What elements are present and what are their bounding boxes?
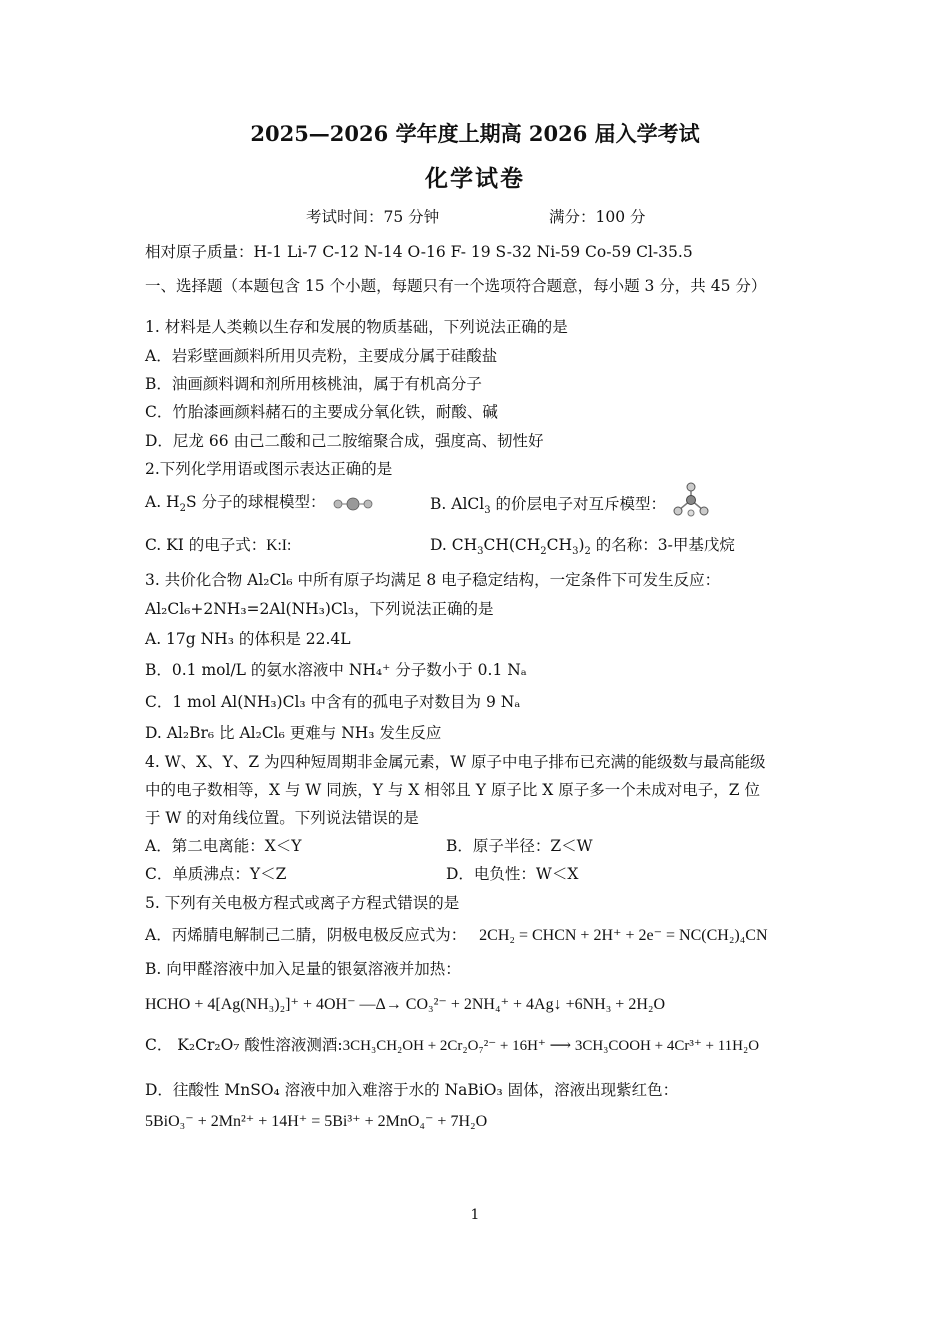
q1-option-a: A．岩彩壁画颜料所用贝壳粉，主要成分属于硅酸盐 [145, 347, 498, 365]
q5-option-c: C． K₂Cr₂O₇ 酸性溶液测酒:3CH₃CH₂OH + 2Cr₂O₇²⁻ + 16H⁺ ⟶ 3CH₃COOH + 4Cr³⁺ + 11H₂O [145, 1036, 760, 1054]
q4-stem-line2: 中的电子数相等，X 与 W 同族，Y 与 X 相邻且 Y 原子比 X 原子多一个未成对电子，Z 位 [145, 781, 760, 799]
page-number: 1 [470, 1207, 480, 1223]
q3-option-d: D. Al₂Br₆ 比 Al₂Cl₆ 更难与 NH₃ 发生反应 [145, 724, 442, 742]
exam-score: 满分：100 分 [549, 208, 646, 226]
h2s-ball-stick-model-icon [330, 495, 378, 511]
q4-stem-line1: 4. W、X、Y、Z 为四种短周期非金属元素，W 原子中电子排布已充满的能级数与最高能级 [145, 753, 766, 771]
q3-stem-line2: Al₂Cl₆+2NH₃=2Al(NH₃)Cl₃，下列说法正确的是 [145, 600, 494, 618]
q1-option-b: B．油画颜料调和剂所用核桃油，属于有机高分子 [145, 375, 482, 393]
q3-option-a: A. 17g NH₃ 的体积是 22.4L [145, 630, 351, 648]
q2-option-c: C. KI 的电子式：K:I: [145, 536, 292, 554]
exam-subtitle: 化学试卷 [425, 165, 525, 192]
alcl3-vsepr-model-icon [671, 482, 711, 518]
q4-option-c: C．单质沸点：Y＜Z [145, 865, 287, 883]
q2-option-d: D. $CH_3CH(CH_2CH_3)_2$ 的名称：3-甲基戊烷 [430, 536, 735, 558]
q5-d-equation: 5BiO₃⁻ + 2Mn²⁺ + 14H⁺ = 5Bi³⁺ + 2MnO₄⁻ + 7H₂O [145, 1113, 488, 1130]
q5-stem: 5. 下列有关电极方程式或离子方程式错误的是 [145, 894, 460, 912]
exam-title: 2025—2026 学年度上期高 2026 届入学考试 [250, 121, 700, 146]
section-heading: 一、选择题（本题包含 15 个小题，每题只有一个选项符合题意，每小题 3 分，共 45 分） [145, 277, 767, 295]
q4-option-d: D．电负性：W＜X [446, 865, 579, 883]
q4-option-b: B．原子半径：Z＜W [446, 837, 593, 855]
atomic-masses: 相对原子质量：H-1 Li-7 C-12 N-14 O-16 F- 19 S-32 Ni-59 Co-59 Cl-35.5 [145, 243, 693, 261]
q5-a-equation: 2CH₂ = CHCN + 2H⁺ + 2e⁻ = NC(CH₂)₄CN [479, 927, 768, 944]
q1-option-d: D．尼龙 66 由己二酸和己二胺缩聚合成，强度高、韧性好 [145, 432, 544, 450]
q5-c-equation: 3CH₃CH₂OH + 2Cr₂O₇²⁻ + 16H⁺ ⟶ 3CH₃COOH + 4Cr³⁺ + 11H₂O [342, 1038, 760, 1054]
q3-stem-line1: 3. 共价化合物 Al₂Cl₆ 中所有原子均满足 8 电子稳定结构，一定条件下可发生反应： [145, 571, 721, 589]
q4-stem-line3: 于 W 的对角线位置。下列说法错误的是 [145, 809, 419, 827]
q1-option-c: C．竹胎漆画颜料赭石的主要成分氧化铁，耐酸、碱 [145, 403, 498, 421]
q4-option-a: A．第二电离能：X＜Y [145, 837, 302, 855]
q2-stem: 2.下列化学用语或图示表达正确的是 [145, 460, 393, 478]
q3-option-c: C．1 mol Al(NH₃)Cl₃ 中含有的孤电子对数目为 9 Nₐ [145, 693, 521, 711]
q5-b-equation: HCHO + 4[Ag(NH₃)₂]⁺ + 4OH⁻ —Δ→ CO₃²⁻ + 2NH₄⁺ + 4Ag↓ +6NH₃ + 2H₂O [145, 996, 666, 1013]
q1-stem: 1. 材料是人类赖以生存和发展的物质基础，下列说法正确的是 [145, 318, 568, 336]
q5-option-d: D．往酸性 MnSO₄ 溶液中加入难溶于水的 NaBiO₃ 固体，溶液出现紫红色： [145, 1081, 679, 1099]
exam-time: 考试时间：75 分钟 [306, 208, 440, 226]
q5-option-b: B. 向甲醛溶液中加入足量的银氨溶液并加热： [145, 960, 461, 978]
q2-option-b: B. AlCl$_3$ 的价层电子对互斥模型： [430, 492, 711, 521]
q3-option-b: B．0.1 mol/L 的氨水溶液中 NH₄⁺ 分子数小于 0.1 Nₐ [145, 661, 527, 679]
q2-option-a: A. $H_2S$ 分子的球棍模型： [145, 492, 378, 519]
ki-electron-formula: K:I: [266, 537, 292, 554]
q5-option-a: A．丙烯腈电解制己二腈，阴极电极反应式为： 2CH₂ = CHCN + 2H⁺ + 2e⁻ = NC(CH₂)₄CN [145, 926, 768, 944]
